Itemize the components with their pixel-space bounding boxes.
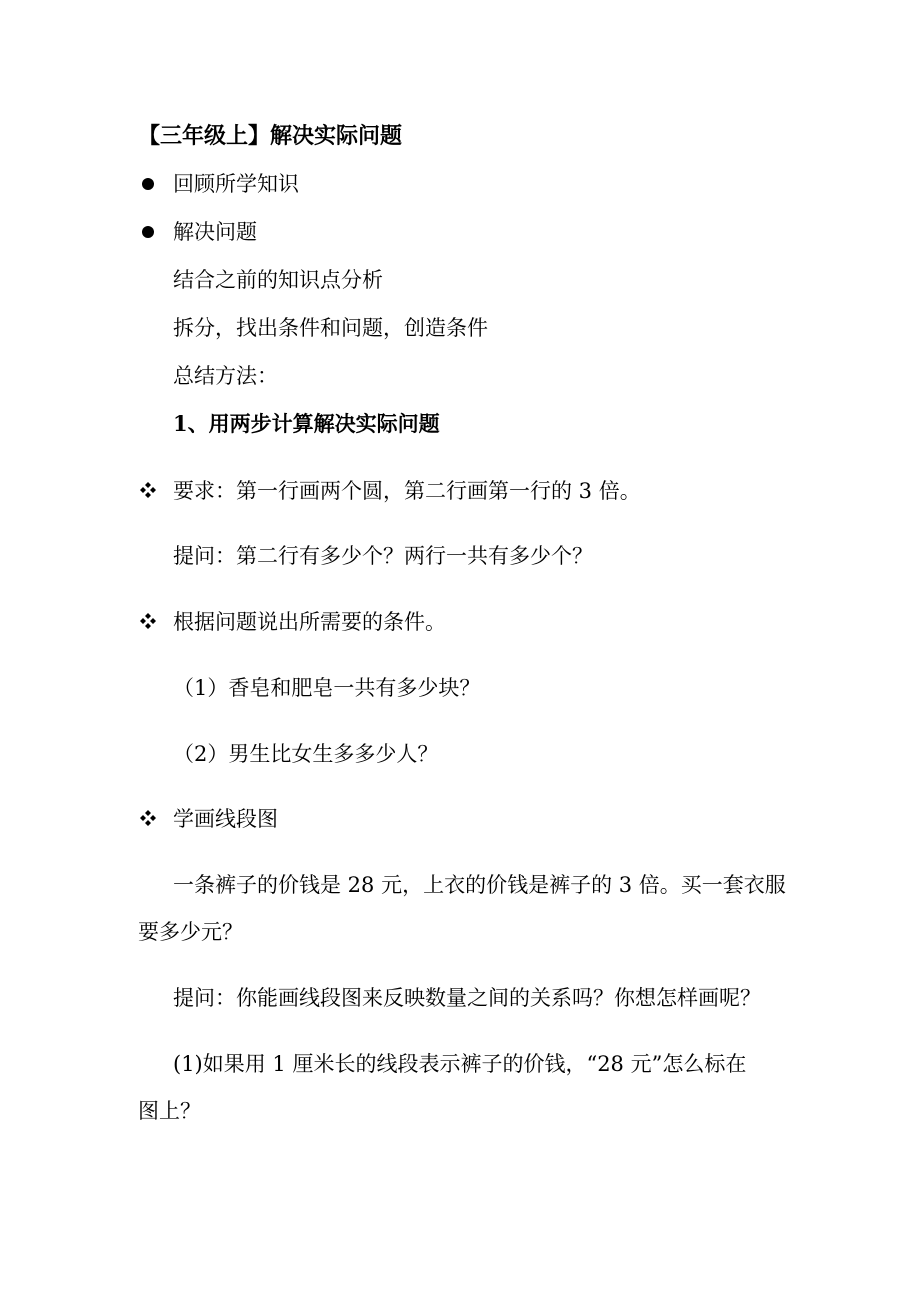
- section-heading: 1、用两步计算解决实际问题: [173, 411, 440, 436]
- sub-item-summary: 总结方法：: [173, 364, 278, 388]
- problem-text-line-2: 要多少元？: [138, 920, 243, 944]
- diamond-bullet-icon: [140, 810, 156, 826]
- page-title: 【三年级上】解决实际问题: [138, 123, 403, 149]
- conditions-question-1: （1）香皂和肥皂一共有多少块？: [173, 676, 481, 700]
- bullet-dot-icon: [142, 178, 154, 190]
- sub-item-split: 拆分，找出条件和问题，创造条件: [173, 316, 488, 340]
- problem-text-line-1: 一条裤子的价钱是 28 元，上衣的价钱是裤子的 3 倍。买一套衣服: [173, 873, 786, 897]
- diagram-subquestion-line-1: (1)如果用 1 厘米长的线段表示裤子的价钱，“28 元”怎么标在: [173, 1052, 747, 1076]
- bullet-item-solve: 解决问题: [173, 220, 257, 244]
- diagram-question: 提问：你能画线段图来反映数量之间的关系吗？你想怎样画呢？: [173, 986, 761, 1010]
- diamond-bullet-icon: [140, 482, 156, 498]
- requirement-question: 提问：第二行有多少个？两行一共有多少个？: [173, 544, 593, 568]
- conditions-question-2: （2）男生比女生多多少人？: [173, 742, 439, 766]
- bullet-dot-icon: [142, 226, 154, 238]
- requirement-text: 要求：第一行画两个圆，第二行画第一行的 3 倍。: [173, 479, 641, 503]
- diagram-heading: 学画线段图: [173, 807, 278, 831]
- conditions-text: 根据问题说出所需要的条件。: [173, 610, 446, 634]
- bullet-item-review: 回顾所学知识: [173, 172, 299, 196]
- sub-item-analyze: 结合之前的知识点分析: [173, 268, 383, 292]
- diagram-subquestion-line-2: 图上？: [138, 1099, 201, 1123]
- diamond-bullet-icon: [140, 613, 156, 629]
